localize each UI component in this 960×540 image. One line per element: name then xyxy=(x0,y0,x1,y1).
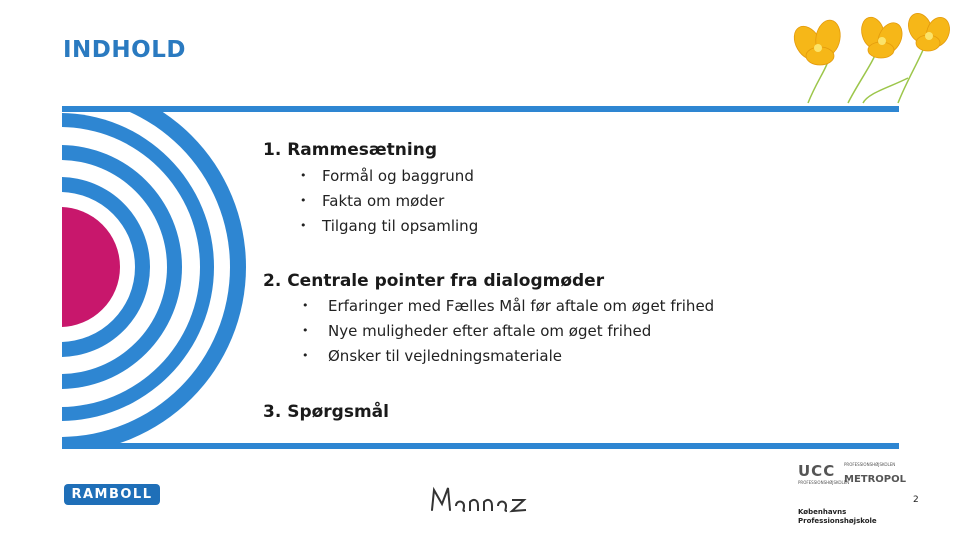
bullet: • xyxy=(302,299,309,312)
list-item: • Formål og baggrund xyxy=(300,167,474,185)
ucc-logo: UCC xyxy=(798,462,836,480)
ucc-subtitle: PROFESSIONSHØJSKOLEN xyxy=(798,480,850,485)
metropol-logo: METROPOL xyxy=(844,474,907,485)
flowers-illustration xyxy=(778,8,958,108)
list-item: • Erfaringer med Fælles Mål før aftale om øget frihed xyxy=(302,297,715,315)
concentric-rings-graphic xyxy=(62,112,252,443)
bullet: • xyxy=(302,324,309,337)
metropol-sup: PROFESSIONSHØJSKOLEN xyxy=(844,462,896,467)
list-item: • Nye muligheder efter aftale om øget frihed xyxy=(302,322,652,340)
list-item: • Fakta om møder xyxy=(300,192,445,210)
list-item: • Ønsker til vejledningsmateriale xyxy=(302,347,562,365)
partner-logos xyxy=(796,458,916,540)
section-1-heading: 1. Rammesætning xyxy=(263,140,437,160)
section-3-heading: 3. Spørgsmål xyxy=(263,402,389,422)
bullet: • xyxy=(300,169,307,182)
slide-title: INDHOLD xyxy=(63,37,186,63)
bullet: • xyxy=(300,219,307,232)
page-number: 2 xyxy=(913,495,919,505)
ramboll-logo: RAMBOLL xyxy=(64,484,160,505)
mannaz-logo xyxy=(428,480,532,518)
mannaz-text: Mannaz xyxy=(428,480,432,481)
kp-line2: Professionshøjskole xyxy=(798,517,877,525)
bullet: • xyxy=(302,349,309,362)
kp-line1: Københavns xyxy=(798,508,847,516)
list-item: • Tilgang til opsamling xyxy=(300,217,479,235)
section-2-heading: 2. Centrale pointer fra dialogmøder xyxy=(263,271,605,291)
bullet: • xyxy=(300,194,307,207)
bottom-rule xyxy=(62,443,899,449)
